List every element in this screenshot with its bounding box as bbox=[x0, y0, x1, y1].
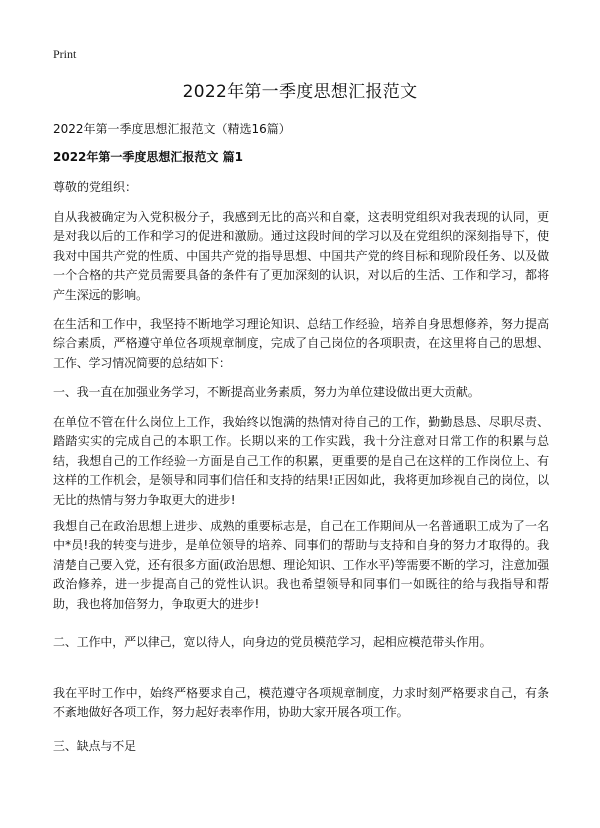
page-title: 2022年第一季度思想汇报范文 bbox=[182, 82, 418, 102]
section-heading: 2022年第一季度思想汇报范文 篇1 bbox=[53, 150, 243, 164]
point-heading: 二、工作中，严以律己，宽以待人，向身边的党员模范学习，起相应模范带头作用。 bbox=[53, 635, 492, 649]
body-paragraph: 在生活和工作中，我坚持不断地学习理论知识、总结工作经验，培养自身思想修养，努力提高综合素质，严格遵守单位各项规章制度，完成了自己岗位的各项职责，在这里将自己的思想、工作、学习情况简要的总结如下： bbox=[53, 317, 549, 370]
salutation: 尊敬的党组织： bbox=[53, 180, 138, 194]
body-paragraph: 我在平时工作中，始终严格要求自己，模范遵守各项规章制度，力求时刻严格要求自己，有条不紊地做好各项工作，努力起好表率作用，协助大家开展各项工作。 bbox=[53, 686, 549, 720]
body-paragraph: 我想自己在政治思想上进步、成熟的重要标志是，自己在工作期间从一名普通职工成为了一名中*员!我的转变与进步，是单位领导的培养、同事们的帮助与支持和自身的努力才取得的。我清楚自己要入党，还有很多方面(政治思想、理论知识、工作水平)等需要不断的学习，注意加强政治修养，进一步提高自己的党性认识。我也希望领导和同事们一如既往的给与我指导和帮助，我也将加倍努力，争取更大的进步! bbox=[53, 519, 549, 611]
print-link[interactable]: Print bbox=[53, 47, 77, 61]
body-paragraph: 自从我被确定为入党积极分子，我感到无比的高兴和自豪，这表明党组织对我表现的认同，更是对我以后的工作和学习的促进和激励。通过这段时间的学习以及在党组织的深刻指导下，使我对中国共产党的性质、中国共产党的指导思想、中国共产党的终目标和现阶段任务、以及做一个合格的共产党员需要具备的条件有了更加深刻的认识，对以后的生活、工作和学习，都将产生深远的影响。 bbox=[53, 210, 549, 302]
body-paragraph: 在单位不管在什么岗位上工作，我始终以饱满的热情对待自己的工作，勤勤恳恳、尽职尽责、踏踏实实的完成自己的本职工作。长期以来的工作实践，我十分注意对日常工作的积累与总结，我想自己的工作经验一方面是自己工作的积累，更重要的是自己在这样的工作岗位上、有这样的工作机会，是领导和同事们信任和支持的结果!正因如此，我将更加珍视自己的岗位，以无比的热情与努力争取更大的进步! bbox=[53, 415, 549, 507]
document-subtitle: 2022年第一季度思想汇报范文（精选16篇） bbox=[53, 122, 291, 136]
point-heading: 一、我一直在加强业务学习，不断提高业务素质，努力为单位建设做出更大贡献。 bbox=[53, 385, 480, 399]
point-heading: 三、缺点与不足 bbox=[53, 739, 136, 753]
